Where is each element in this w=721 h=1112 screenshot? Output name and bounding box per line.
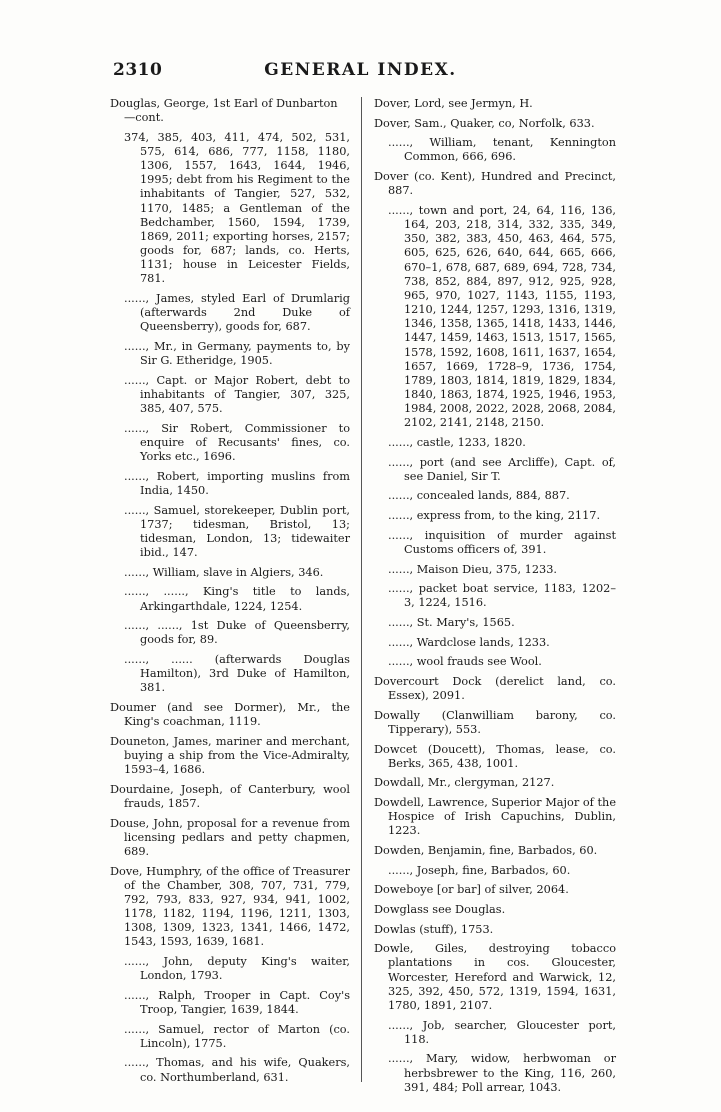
page-header [0, 60, 721, 90]
entry-heading: Dovercourt [374, 674, 453, 688]
index-entry [110, 701, 350, 729]
entry-text: Lord, see Jermyn, H. [414, 97, 533, 110]
page-title: GENERAL INDEX. [264, 60, 457, 80]
index-entry [374, 636, 616, 650]
entry-text: Humphry, of the office of Treasurer of the Chamber, 308, 707, 731, 779, 792, 793, 833, 927, 934, 941, 1002, 1178, 1182, 1194, 1196, 1211, 1303, 1308, 1309, 1323, 1341, 1466, 1472, 1543, 1593, 1639, 1681. [124, 864, 351, 949]
entry-heading: Douneton, [110, 734, 174, 748]
entry-text: town and port, 24, 64, 116, 136, 164, 203, 218, 314, 332, 335, 349, 350, 382, 383, 450, 463, 464, 575, 605, 625, 626, 640, 644, 665, 666, 670–1, 678, 687, 689, 694, 728, 734, 738, 852, 884, 897, 912, 925, 928, 965, 970, 1027, 1143, 1155, 1193, 1210, 1244, 1257, 1293, 1316, 1319, 1346, 1358, 1365, 1418, 1433, 1446, 1447, 1459, 1463, 1513, 1517, 1565, 1578, 1592, 1608, 1611, 1637, 1654, 1657, 1669, 1728–9, 1736, 1754, 1789, 1803, 1814, 1819, 1829, 1834, 1840, 1863, 1874, 1925, 1946, 1953, 1984, 2008, 2022, 2028, 2068, 2084, 2102, 2141, 2148, 2150. [404, 203, 616, 430]
index-entry [374, 844, 616, 858]
entry-text: inquisition of murder against Customs officers of, 391. [404, 528, 616, 556]
index-entry [374, 136, 616, 164]
entry-text: John, proposal for a revenue from licensing pedlars and petty chapmen, 689. [124, 816, 350, 858]
index-entry [374, 204, 616, 431]
entry-text: 374, 385, 403, 411, 474, 502, 531, 575, 614, 686, 777, 1158, 1180, 1306, 1557, 1643, 1644, 1946, 1995; debt from his Regiment to the inhabitants of Tangier, 527, 532, 1170, 1485; a Gentleman of the Bedchamber, 1560, 1594, 1739, 1869, 2011; exporting horses, 2157; goods for, 687; lands, co. Herts, 1131; house in Leicester Fields, 781. [124, 130, 350, 286]
entry-heading: Douse, [110, 816, 154, 830]
entry-heading: ......, [124, 292, 157, 306]
index-entry [110, 340, 350, 368]
entry-heading: ......, [124, 565, 153, 579]
index-entry [110, 374, 350, 416]
entry-heading: ......, [124, 469, 157, 483]
index-entry [374, 616, 616, 630]
right-column [374, 97, 616, 1095]
entry-text: Samuel, rector of Marton (co. Lincoln), 1775. [140, 1022, 350, 1050]
entry-text: Sir Robert, Commissioner to enquire of Recusants' fines, co. Yorks etc., 1696. [140, 421, 350, 464]
entry-heading: Dowdell, [374, 796, 428, 810]
entry-heading: Dowden, [374, 844, 428, 858]
entry-heading: Dourdaine, [110, 782, 181, 796]
entry-text: packet boat service, 1183, 1202–3, 1224, 1516. [404, 582, 616, 610]
index-entry [374, 709, 616, 737]
index-entry [110, 292, 350, 334]
index-entry [374, 563, 616, 577]
entry-heading: ......, [124, 1022, 159, 1036]
entry-text: Benjamin, fine, Barbados, 60. [427, 844, 598, 858]
entry-heading: Dowdall, [374, 776, 428, 790]
index-entry [374, 883, 616, 897]
entry-text: (stuff), 1753. [419, 922, 494, 936]
entry-text: (afterwards Douglas Hamilton), 3rd Duke of Hamilton, 381. [140, 652, 350, 695]
entry-text: Giles, destroying tobacco plantations in cos. Gloucester, Worcester, Hereford and Warwick, 12, 325, 392, 450, 572, 1319, 1594, 1631, 1780, 1891, 2107. [388, 942, 616, 1012]
index-entry [374, 509, 616, 523]
entry-heading: Dowally [374, 708, 442, 722]
index-entry [110, 783, 350, 811]
index-entry [374, 117, 616, 131]
entry-heading: ......, [124, 503, 154, 517]
entry-text: Mr., clergyman, 2127. [427, 776, 555, 790]
entry-text: Dock (derelict land, co. Essex), 2091. [388, 674, 616, 703]
index-entry [110, 989, 350, 1017]
index-entry [374, 796, 616, 838]
index-entry [374, 864, 616, 878]
index-entry [110, 585, 350, 613]
entry-text: Thomas, and his wife, Quakers, co. Northumberland, 631. [140, 1056, 350, 1084]
entry-text: (and see Dormer), Mr., the King's coachman, 1119. [124, 700, 350, 729]
index-entry [110, 735, 350, 777]
index-entry [110, 422, 350, 464]
entry-heading: ......, [388, 635, 417, 649]
entry-text: Samuel, storekeeper, Dublin port, 1737; tidesman, Bristol, 13; tidesman, London, 13; tidewaiter ibid., 147. [140, 503, 350, 560]
entry-heading: —cont. [124, 111, 164, 125]
entry-text: William, tenant, Kennington Common, 666, 696. [404, 136, 616, 164]
index-entry [110, 470, 350, 498]
entry-text: St. Mary's, 1565. [416, 616, 515, 629]
entry-text: see Douglas. [432, 903, 506, 916]
index-entry [110, 97, 350, 111]
index-entry [374, 436, 616, 450]
index-entry [374, 923, 616, 937]
index-entry [374, 489, 616, 503]
entry-text: Mr., in Germany, payments to, by Sir G. Etheridge, 1905. [140, 340, 350, 368]
index-entry [374, 1052, 616, 1094]
entry-heading: Douglas, George, 1st Earl of Dunbarton [110, 97, 338, 110]
entry-heading: ......, [388, 489, 417, 503]
index-entry [110, 865, 350, 950]
entry-heading: ......, [388, 1052, 427, 1066]
entry-text: Capt. or Major Robert, debt to inhabitants of Tangier, 307, 325, 385, 407, 575. [140, 373, 350, 416]
entry-text: Joseph, fine, Barbados, 60. [416, 863, 571, 877]
index-entry [110, 111, 350, 125]
entry-heading: ......, ......, [124, 619, 191, 633]
index-entry [374, 942, 616, 1013]
entry-heading: Dover, [374, 116, 415, 130]
entry-heading: ......, [124, 421, 162, 435]
index-entry [374, 655, 616, 669]
left-column [110, 97, 350, 1085]
index-entry [374, 1019, 616, 1047]
entry-text: (Doucett), Thomas, lease, co. Berks, 365, 438, 1001. [388, 742, 617, 770]
entry-heading: Dowcet [374, 742, 428, 756]
entry-heading: Doumer [110, 700, 168, 714]
entry-heading: Dove, [110, 864, 147, 878]
entry-heading: Dowglass [374, 903, 433, 916]
index-entry [110, 955, 350, 983]
index-entry [110, 619, 350, 647]
entry-text: James, styled Earl of Drumlarig (afterwards 2nd Duke of Queensberry), goods for, 687. [140, 292, 350, 334]
entry-heading: Dover, [374, 97, 415, 110]
index-entry [374, 529, 616, 557]
index-entry [110, 1056, 350, 1084]
entry-text: James, mariner and merchant, buying a ship from the Vice-Admiralty, 1593–4, 1686. [124, 734, 350, 777]
entry-text: 1st Duke of Queensberry, goods for, 89. [140, 619, 350, 647]
entry-heading: ......, [388, 136, 430, 150]
entry-heading: ......, [388, 509, 417, 523]
entry-heading: ......, [388, 455, 420, 469]
entry-heading: ......, [124, 373, 157, 387]
index-entry [374, 903, 616, 917]
entry-heading: ......, [388, 435, 417, 449]
entry-text: Joseph, of Canterbury, wool frauds, 1857. [124, 782, 350, 810]
entry-text: Mary, widow, herbwoman or herbsbrewer to the King, 116, 260, 391, 484; Poll arrear, 1043. [404, 1052, 617, 1094]
page-number: 2310 [113, 60, 163, 80]
entry-heading: Dowlas [374, 922, 420, 936]
entry-text: William, slave in Algiers, 346. [152, 565, 324, 579]
entry-heading: Dover [374, 170, 415, 184]
index-entry [374, 776, 616, 790]
column-divider [361, 97, 362, 1082]
entry-heading: ......, [388, 582, 419, 596]
entry-heading: ......, [388, 203, 419, 217]
index-entry [110, 1023, 350, 1051]
entry-text: express from, to the king, 2117. [416, 509, 601, 523]
entry-text: Lawrence, Superior Major of the Hospice of Irish Capuchins, Dublin, 1223. [388, 796, 617, 838]
entry-heading: Doweboye [374, 883, 437, 897]
entry-heading: ......, [388, 616, 417, 629]
entry-heading: ......, [124, 340, 154, 353]
entry-heading: ......, ...... [124, 652, 215, 666]
entry-text: port (and see Arcliffe), Capt. of, see Daniel, Sir T. [404, 455, 616, 483]
entry-text: Maison Dieu, 375, 1233. [416, 562, 558, 576]
entry-heading: ......, [388, 562, 417, 576]
index-entry [374, 456, 616, 484]
index-entry [110, 566, 350, 580]
index-entry [374, 675, 616, 703]
index-entry [110, 653, 350, 695]
entry-text: John, deputy King's waiter, London, 1793. [140, 954, 351, 983]
entry-text: [or bar] of silver, 2064. [436, 883, 569, 897]
entry-heading: Dowle, [374, 942, 435, 956]
entry-heading: ......, [388, 655, 417, 669]
entry-text: Ralph, Trooper in Capt. Coy's Troop, Tangier, 1639, 1844. [140, 988, 350, 1016]
entry-text: (co. Kent), Hundred and Precinct, 887. [388, 170, 617, 198]
entry-text: castle, 1233, 1820. [416, 435, 526, 449]
index-entry [110, 817, 350, 859]
index-entry [374, 97, 616, 111]
entry-text: Job, searcher, Gloucester port, 118. [404, 1018, 617, 1046]
entry-text: King's title to lands, Arkingarthdale, 1224, 1254. [140, 585, 350, 613]
entry-heading: ......, [388, 1018, 423, 1032]
entry-text: wool frauds see Wool. [416, 655, 542, 669]
index-entry [110, 504, 350, 561]
entry-text: Sam., Quaker, co, Norfolk, 633. [414, 116, 595, 130]
index-entry [374, 582, 616, 610]
entry-heading: ......, [388, 528, 425, 542]
entry-text: Wardclose lands, 1233. [416, 635, 550, 649]
entry-heading: ......, [388, 863, 417, 877]
entry-text: (Clanwilliam barony, co. Tipperary), 553. [388, 708, 616, 736]
index-entry [110, 131, 350, 287]
index-entry [374, 170, 616, 198]
entry-text: concealed lands, 884, 887. [416, 489, 570, 503]
entry-heading: ......, [124, 988, 159, 1002]
index-entry [374, 743, 616, 771]
entry-heading: ......, ......, [124, 585, 203, 599]
entry-heading: ......, [124, 1056, 157, 1070]
entry-text: Robert, importing muslins from India, 1450. [140, 469, 350, 497]
entry-heading: ......, [124, 954, 164, 968]
